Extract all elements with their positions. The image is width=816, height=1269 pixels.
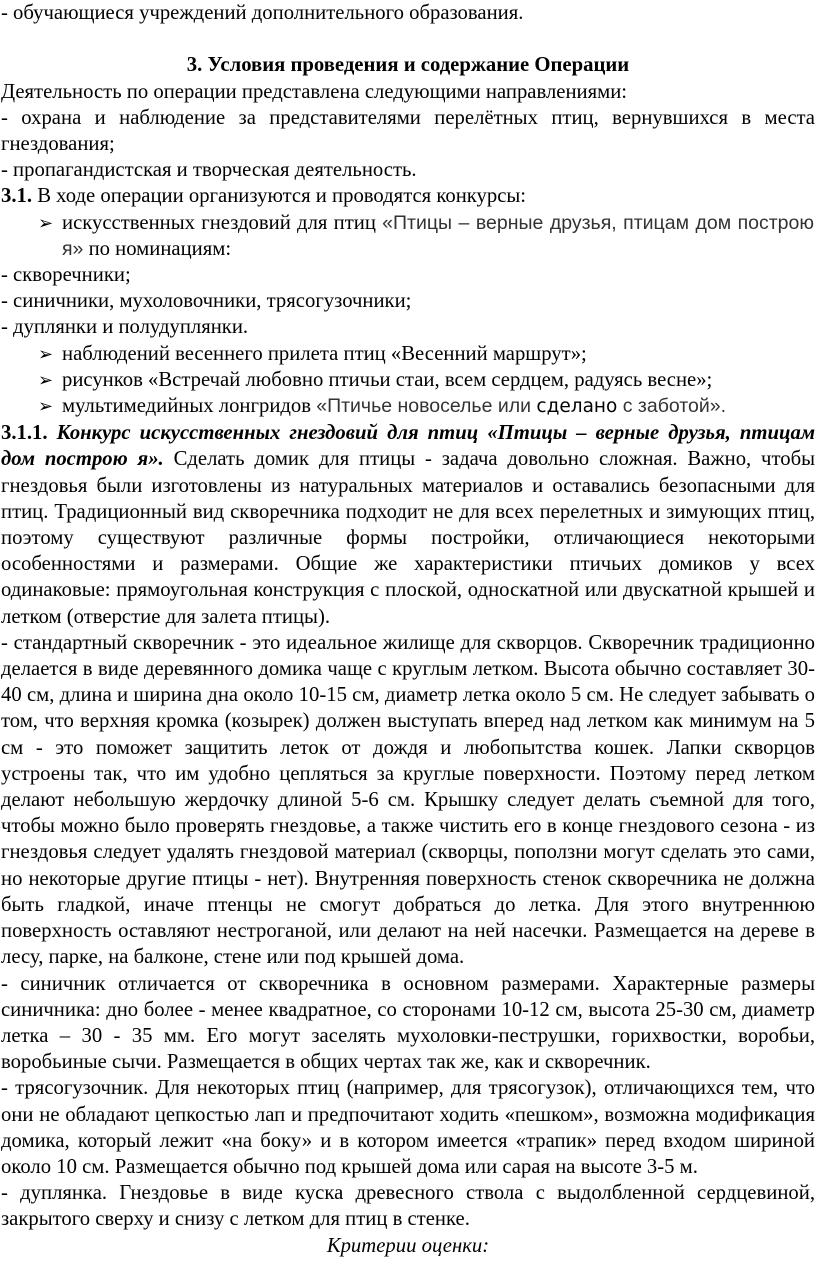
contest-item [0,393,816,420]
contest-lead: искусственных гнездовий для птиц [62,211,383,234]
subsection-number: 3.1.1. [1,422,48,445]
activity-intro: Деятельность по операции представлена следующими направлениями: [1,80,628,103]
contest-lead: мультимедийных лонгридов [62,395,317,418]
contest-text: рисунков «Встречай любовно птичьи стаи, всем сердцем, радуясь весне»; [62,368,713,391]
direction-item: - охрана и наблюдение за представителями перелётных птиц, вернувшихся в места гнездования; [1,106,815,155]
paragraph-starling-house: - стандартный скворечник - это идеальное жилище для скворцов. Скворечник традиционно делается в виде деревянного домика чаще с круглым летком. Высота обычно составляет 30-40 см, длина и ширина дна около 10-15 см, диаметр летка около 5 см. Не следует забывать о том, что верхняя кромка (козырек) должен выступать вперед над летком как минимум на 5 см - это поможет защитить леток от дождя и любопытства кошек. Лапки скворцов устроены так, что им удобно цепляться за круглые поверхности. Поэтому перед летком делают небольшую жердочку длиной 5-6 см. Крышку следует делать съемной для того, чтобы можно было проверять гнездовье, а также чистить его в конце гнездового сезона - из гнездовья следует удалять гнездовой материал (скворцы, поползни могут сделать это сами, но некоторые другие птицы - нет). Внутренняя поверхность стенок скворечника не должна быть гладкой, иначе птенцы не смогут добраться до летка. Для этого внутреннюю поверхность оставляют нестроганой, или делают на ней насечки. Размещается на дереве в лесу, парке, на балконе, стене или под крышей дома. [1,631,815,969]
contest-item [0,367,816,393]
contest-quote-end: с заботой». [617,395,727,418]
contest-quote-start: «Птичье новоселье или [316,395,537,418]
arrow-bullet-icon: ➢ [38,212,54,233]
subsection-3-1-1 [0,420,816,630]
arrow-bullet-icon: ➢ [38,396,54,417]
subsection-number: 3.1. [1,185,33,208]
contest-text: наблюдений весеннего прилета птиц «Весенний маршрут»; [62,342,587,365]
nomination-item: - дуплянки и полудуплянки. [1,316,249,339]
paragraph-tit-house: - синичник отличается от скворечника в основном размерами. Характерные размеры синичника: дно более - менее квадратное, со сторонами 10-12 см, высота 25-30 см, диаметр летка – 30 - 35 мм. Его могут заселять мухоловки-пеструшки, горихвостки, воробьи, воробьиные сычи. Размещается в общих чертах так же, как и скворечник. [1,972,815,1074]
paragraph-wagtail-house: - трясогузочник. Для некоторых птиц (например, для трясогузок), отличающихся тем, что они не обладают цепкостью лап и предпочитают ходить «пешком», возможна модификация домика, который лежит «на боку» и в котором имеется «трапик» перед входом шириной около 10 см. Размещается обычно под крышей дома или сарая на высоте 3-5 м. [1,1077,815,1178]
blank-line [0,26,816,52]
arrow-bullet-icon: ➢ [38,343,54,364]
contest-item [0,210,816,262]
section-title: 3. Условия проведения и содержание Операции [186,54,630,77]
subsection-3-1 [0,183,816,209]
subsection-text: Сделать домик для птицы - задача довольно сложная. Важно, чтобы гнездовья были изготовлены из натуральных материалов и оставались безопасными для птиц. Традиционный вид скворечника подходит не для всех перелетных и зимующих птиц, поэтому существуют различные формы постройки, отличающиеся некоторыми особенностями и размерами. Общие же характеристики птичьих домиков у всех одинаковые: прямоугольная конструкция с плоской, односкатной или двускатной крышей и летком (отверстие для залета птицы). [1,448,815,628]
contest-quote-middle: сделано [536,396,618,418]
contest-tail: по номинациям: [83,237,232,260]
intro-line: - обучающиеся учреждений дополнительного образования. [1,2,524,24]
criteria-heading: Критерии оценки: [326,1234,490,1257]
subsection-text: В ходе операции организуются и проводятся конкурсы: [32,185,527,208]
nomination-item: - скворечники; [1,264,131,287]
contest-item [0,341,816,367]
paragraph-hollow-nest: - дуплянка. Гнездовье в виде куска древесного ствола с выдолбленной сердцевиной, закрытого сверху и снизу с летком для птиц в стенке. [1,1182,815,1231]
direction-item: - пропагандистская и творческая деятельность. [1,159,417,182]
contest-quote: «Птицы – верные друзья, птицам дом построю я» [62,211,814,260]
contest-title: Конкурс искусственных гнездовий для птиц «Птицы – верные друзья, птицам дом построю я». [1,422,815,471]
nomination-item: - синичники, мухоловочники, трясогузочники; [1,290,412,313]
arrow-bullet-icon: ➢ [38,369,54,390]
